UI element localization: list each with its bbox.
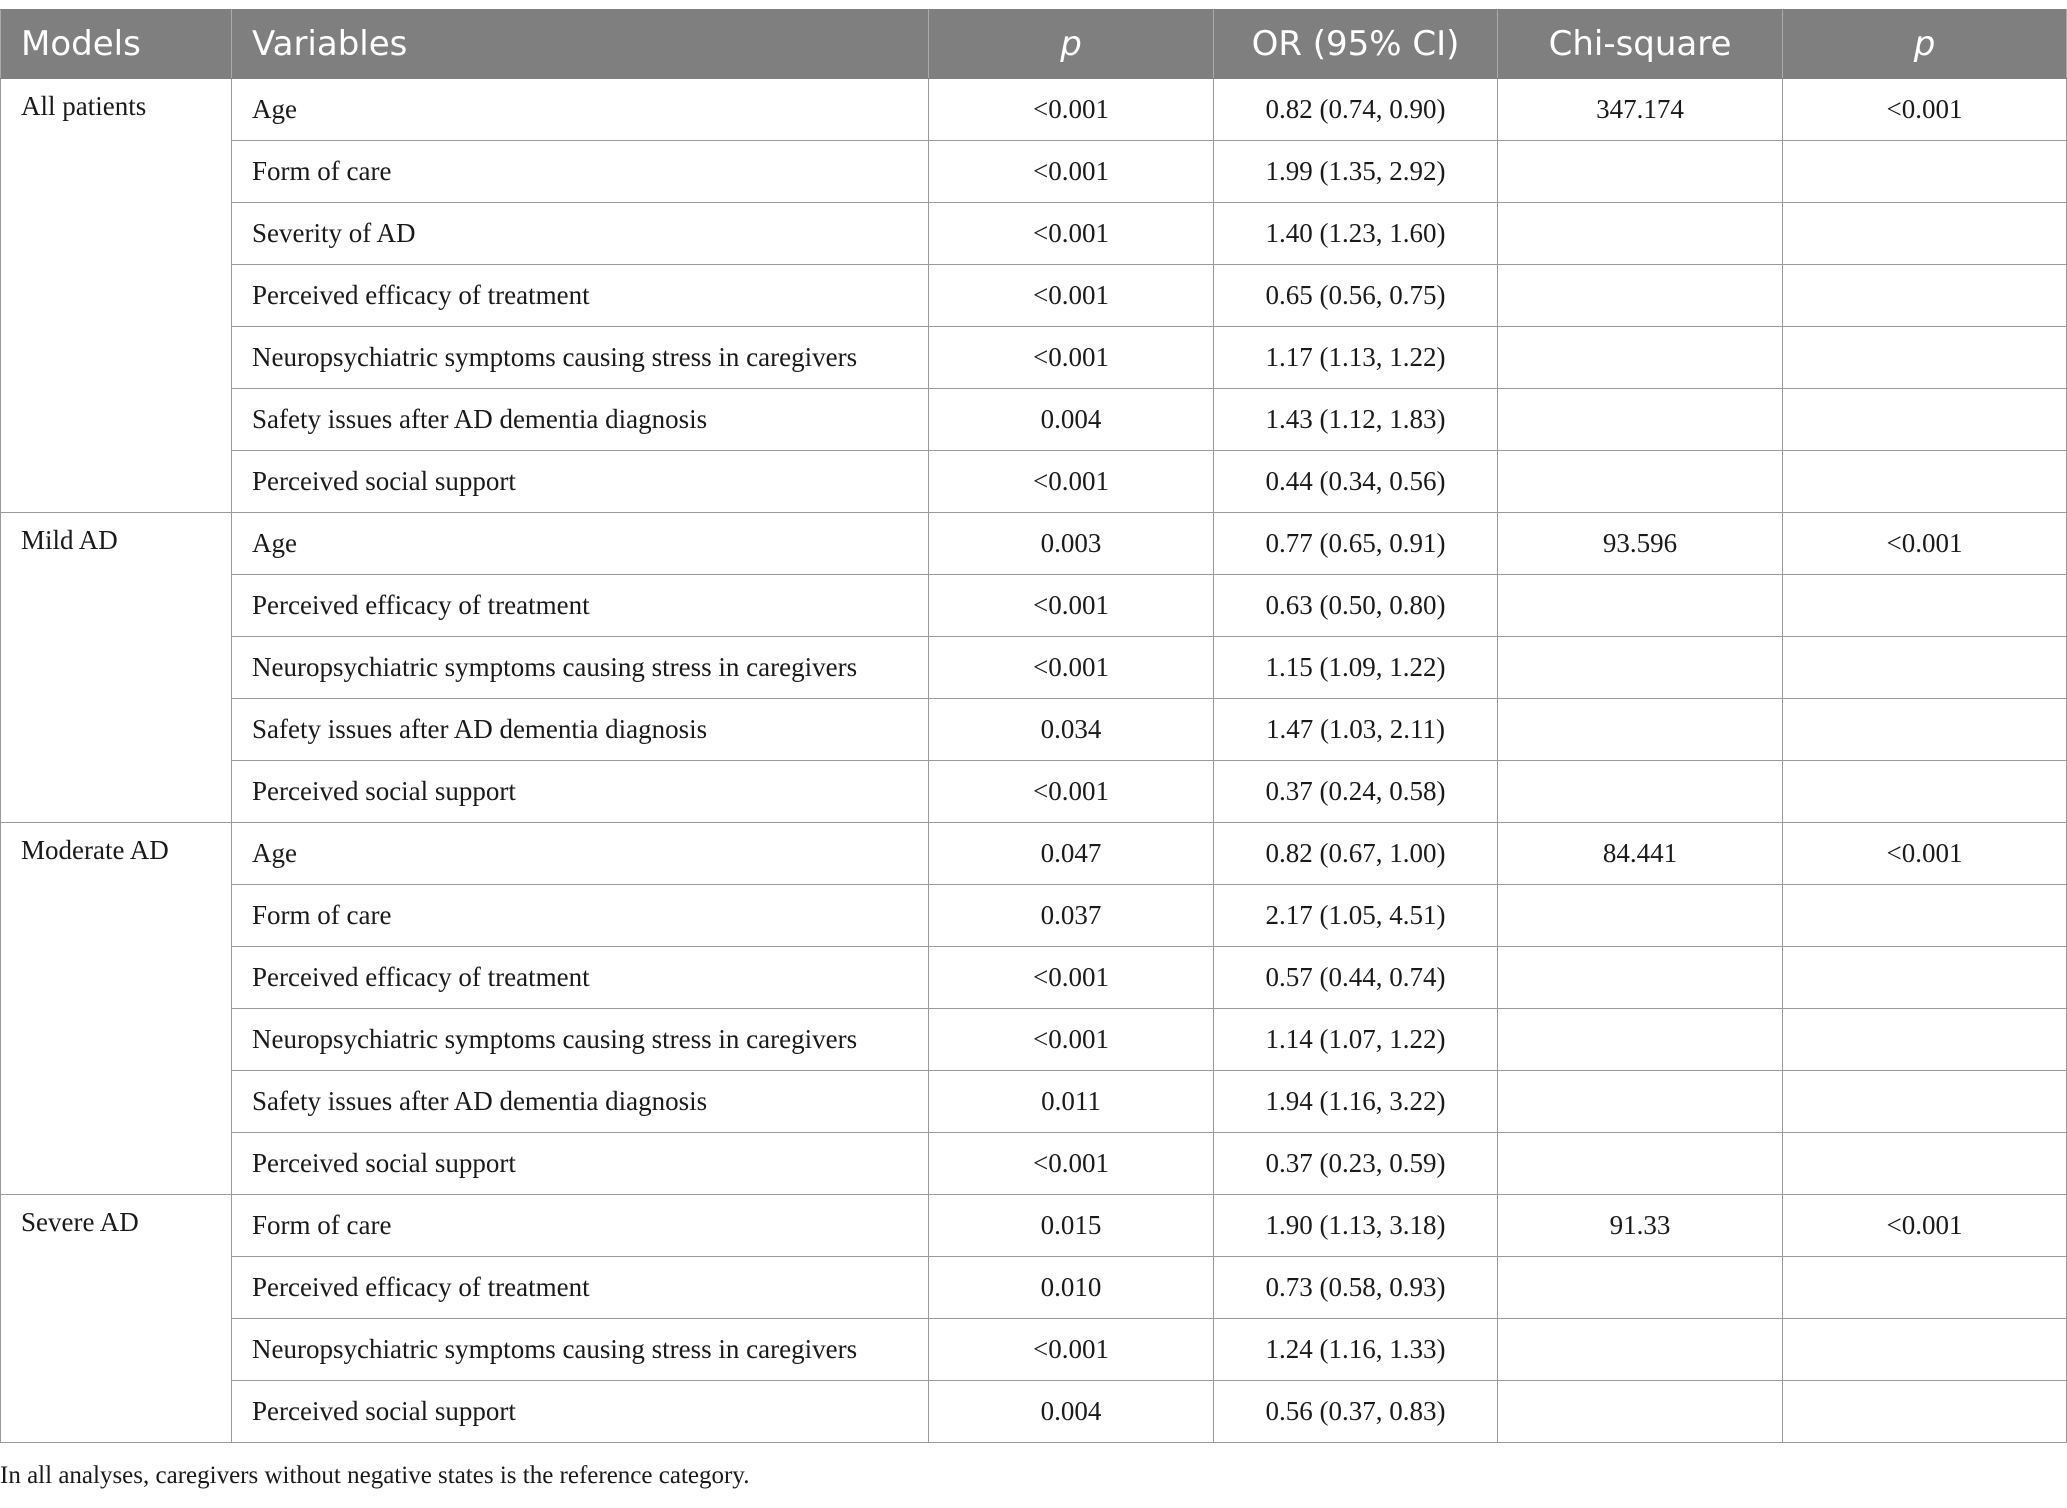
chi-square-cell [1498, 699, 1783, 761]
variable-cell: Neuropsychiatric symptoms causing stress in caregivers [232, 637, 929, 699]
model-name-cell: Mild AD [1, 513, 232, 823]
header-chi-square: Chi-square [1498, 10, 1783, 79]
table-row [1, 699, 2067, 761]
variable-cell: Severity of AD [232, 203, 929, 265]
p-value-cell: 0.047 [929, 823, 1214, 885]
table-body [1, 79, 2067, 1443]
chi-square-cell [1498, 885, 1783, 947]
table-row [1, 141, 2067, 203]
model-p-cell: <0.001 [1783, 823, 2067, 885]
table-row [1, 389, 2067, 451]
header-row [1, 10, 2067, 79]
chi-square-cell [1498, 761, 1783, 823]
variable-cell: Form of care [232, 1195, 929, 1257]
chi-square-cell [1498, 1009, 1783, 1071]
header-variables: Variables [232, 10, 929, 79]
header-or-ci: OR (95% CI) [1214, 10, 1498, 79]
variable-cell: Perceived efficacy of treatment [232, 265, 929, 327]
table-row [1, 451, 2067, 513]
or-ci-cell: 1.90 (1.13, 3.18) [1214, 1195, 1498, 1257]
or-ci-cell: 1.24 (1.16, 1.33) [1214, 1319, 1498, 1381]
model-name-cell: Moderate AD [1, 823, 232, 1195]
or-ci-cell: 0.37 (0.24, 0.58) [1214, 761, 1498, 823]
table-row [1, 823, 2067, 885]
or-ci-cell: 0.82 (0.74, 0.90) [1214, 79, 1498, 141]
table-row [1, 203, 2067, 265]
variable-cell: Neuropsychiatric symptoms causing stress in caregivers [232, 327, 929, 389]
chi-square-cell: 93.596 [1498, 513, 1783, 575]
variable-cell: Perceived efficacy of treatment [232, 575, 929, 637]
chi-square-cell [1498, 575, 1783, 637]
model-p-cell [1783, 203, 2067, 265]
model-p-cell [1783, 1381, 2067, 1443]
chi-square-cell [1498, 1257, 1783, 1319]
or-ci-cell: 0.73 (0.58, 0.93) [1214, 1257, 1498, 1319]
model-p-cell [1783, 699, 2067, 761]
model-p-cell [1783, 451, 2067, 513]
or-ci-cell: 1.94 (1.16, 3.22) [1214, 1071, 1498, 1133]
model-p-cell [1783, 1133, 2067, 1195]
table-row [1, 1319, 2067, 1381]
variable-cell: Age [232, 823, 929, 885]
chi-square-cell [1498, 1381, 1783, 1443]
p-value-cell: 0.004 [929, 389, 1214, 451]
model-p-cell [1783, 141, 2067, 203]
variable-cell: Perceived social support [232, 1381, 929, 1443]
variable-cell: Perceived social support [232, 1133, 929, 1195]
chi-square-cell: 84.441 [1498, 823, 1783, 885]
model-name-cell: Severe AD [1, 1195, 232, 1443]
chi-square-cell: 91.33 [1498, 1195, 1783, 1257]
chi-square-cell [1498, 637, 1783, 699]
table-row [1, 1009, 2067, 1071]
model-p-cell [1783, 1071, 2067, 1133]
model-p-cell [1783, 327, 2067, 389]
variable-cell: Form of care [232, 885, 929, 947]
or-ci-cell: 0.65 (0.56, 0.75) [1214, 265, 1498, 327]
p-value-cell: <0.001 [929, 575, 1214, 637]
chi-square-cell [1498, 327, 1783, 389]
variable-cell: Neuropsychiatric symptoms causing stress in caregivers [232, 1319, 929, 1381]
or-ci-cell: 1.43 (1.12, 1.83) [1214, 389, 1498, 451]
or-ci-cell: 0.77 (0.65, 0.91) [1214, 513, 1498, 575]
model-p-cell [1783, 947, 2067, 1009]
table-row [1, 1195, 2067, 1257]
variable-cell: Safety issues after AD dementia diagnosis [232, 389, 929, 451]
p-value-cell: 0.003 [929, 513, 1214, 575]
model-p-cell [1783, 761, 2067, 823]
p-value-cell: 0.011 [929, 1071, 1214, 1133]
or-ci-cell: 0.82 (0.67, 1.00) [1214, 823, 1498, 885]
or-ci-cell: 0.57 (0.44, 0.74) [1214, 947, 1498, 1009]
variable-cell: Safety issues after AD dementia diagnosis [232, 699, 929, 761]
or-ci-cell: 2.17 (1.05, 4.51) [1214, 885, 1498, 947]
or-ci-cell: 1.40 (1.23, 1.60) [1214, 203, 1498, 265]
model-p-cell: <0.001 [1783, 513, 2067, 575]
table-row [1, 513, 2067, 575]
table-row [1, 637, 2067, 699]
model-p-cell: <0.001 [1783, 1195, 2067, 1257]
p-value-cell: 0.010 [929, 1257, 1214, 1319]
p-value-cell: 0.004 [929, 1381, 1214, 1443]
results-table-container [0, 9, 2067, 1443]
or-ci-cell: 1.17 (1.13, 1.22) [1214, 327, 1498, 389]
header-models: Models [1, 10, 232, 79]
or-ci-cell: 0.63 (0.50, 0.80) [1214, 575, 1498, 637]
model-p-cell [1783, 265, 2067, 327]
p-value-cell: <0.001 [929, 141, 1214, 203]
p-value-cell: <0.001 [929, 451, 1214, 513]
chi-square-cell [1498, 1133, 1783, 1195]
or-ci-cell: 1.47 (1.03, 2.11) [1214, 699, 1498, 761]
p-value-cell: 0.037 [929, 885, 1214, 947]
chi-square-cell [1498, 1071, 1783, 1133]
or-ci-cell: 1.14 (1.07, 1.22) [1214, 1009, 1498, 1071]
p-value-cell: <0.001 [929, 265, 1214, 327]
variable-cell: Perceived social support [232, 451, 929, 513]
header-p: p [929, 10, 1214, 79]
model-p-cell [1783, 637, 2067, 699]
or-ci-cell: 0.56 (0.37, 0.83) [1214, 1381, 1498, 1443]
table-row [1, 265, 2067, 327]
model-p-cell [1783, 1319, 2067, 1381]
table-footnote: In all analyses, caregivers without negative states is the reference category. [0, 1462, 750, 1489]
variable-cell: Neuropsychiatric symptoms causing stress in caregivers [232, 1009, 929, 1071]
variable-cell: Perceived social support [232, 761, 929, 823]
variable-cell: Perceived efficacy of treatment [232, 1257, 929, 1319]
table-row [1, 1071, 2067, 1133]
model-p-cell [1783, 1257, 2067, 1319]
chi-square-cell [1498, 389, 1783, 451]
variable-cell: Age [232, 79, 929, 141]
p-value-cell: 0.034 [929, 699, 1214, 761]
table-row [1, 79, 2067, 141]
p-value-cell: <0.001 [929, 79, 1214, 141]
chi-square-cell [1498, 1319, 1783, 1381]
variable-cell: Perceived efficacy of treatment [232, 947, 929, 1009]
table-row [1, 761, 2067, 823]
p-value-cell: <0.001 [929, 1009, 1214, 1071]
variable-cell: Form of care [232, 141, 929, 203]
chi-square-cell [1498, 265, 1783, 327]
p-value-cell: <0.001 [929, 327, 1214, 389]
p-value-cell: <0.001 [929, 947, 1214, 1009]
p-value-cell: <0.001 [929, 637, 1214, 699]
or-ci-cell: 1.99 (1.35, 2.92) [1214, 141, 1498, 203]
chi-square-cell: 347.174 [1498, 79, 1783, 141]
table-row [1, 327, 2067, 389]
p-value-cell: <0.001 [929, 1319, 1214, 1381]
model-p-cell [1783, 885, 2067, 947]
table-row [1, 947, 2067, 1009]
table-row [1, 1381, 2067, 1443]
p-value-cell: <0.001 [929, 761, 1214, 823]
model-p-cell: <0.001 [1783, 79, 2067, 141]
table-row [1, 1133, 2067, 1195]
regression-results-table [0, 9, 2067, 1443]
header-model-p: p [1783, 10, 2067, 79]
or-ci-cell: 0.37 (0.23, 0.59) [1214, 1133, 1498, 1195]
model-name-cell: All patients [1, 79, 232, 513]
variable-cell: Safety issues after AD dementia diagnosis [232, 1071, 929, 1133]
model-p-cell [1783, 575, 2067, 637]
p-value-cell: 0.015 [929, 1195, 1214, 1257]
table-row [1, 575, 2067, 637]
p-value-cell: <0.001 [929, 203, 1214, 265]
or-ci-cell: 0.44 (0.34, 0.56) [1214, 451, 1498, 513]
chi-square-cell [1498, 451, 1783, 513]
p-value-cell: <0.001 [929, 1133, 1214, 1195]
chi-square-cell [1498, 203, 1783, 265]
chi-square-cell [1498, 947, 1783, 1009]
variable-cell: Age [232, 513, 929, 575]
model-p-cell [1783, 1009, 2067, 1071]
or-ci-cell: 1.15 (1.09, 1.22) [1214, 637, 1498, 699]
table-row [1, 885, 2067, 947]
model-p-cell [1783, 389, 2067, 451]
table-row [1, 1257, 2067, 1319]
chi-square-cell [1498, 141, 1783, 203]
